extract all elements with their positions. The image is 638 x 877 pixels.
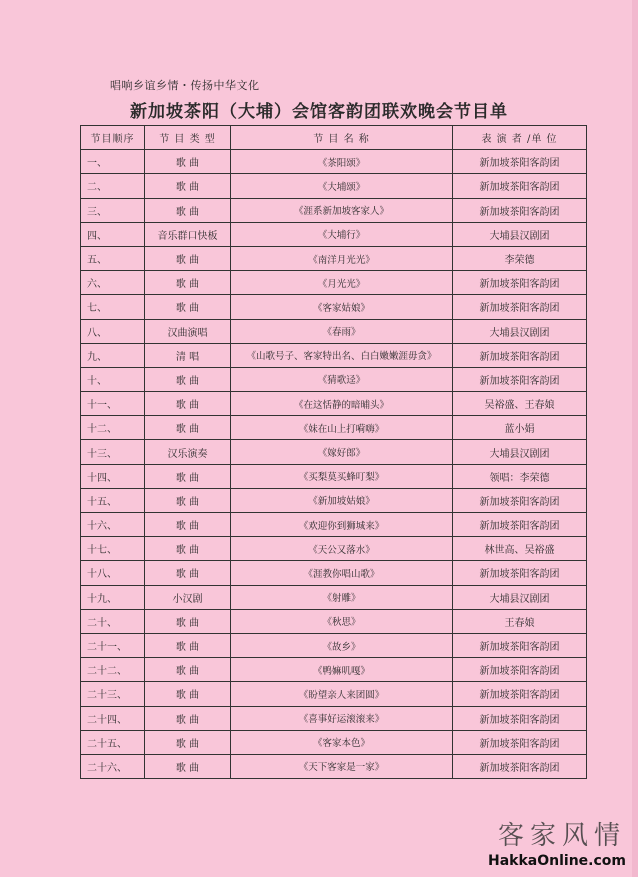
cell-order: 二十、 [81,609,145,633]
cell-order: 十七、 [81,537,145,561]
table-row [81,658,587,682]
cell-performer: 新加坡茶阳客韵团 [453,754,587,778]
cell-order: 二十六、 [81,754,145,778]
cell-order: 十八、 [81,561,145,585]
cell-name: 《涯系新加坡客家人》 [231,198,453,222]
cell-name: 《客家本色》 [231,730,453,754]
cell-performer: 新加坡茶阳客韵团 [453,271,587,295]
cell-performer: 新加坡茶阳客韵团 [453,174,587,198]
cell-performer: 新加坡茶阳客韵团 [453,198,587,222]
cell-type: 歌 曲 [145,561,231,585]
cell-type: 歌 曲 [145,271,231,295]
cell-name: 《盼望亲人来团圆》 [231,682,453,706]
table-row [81,609,587,633]
paper-edge [632,0,638,877]
table-header-row [81,126,587,150]
table-row [81,198,587,222]
cell-order: 三、 [81,198,145,222]
cell-performer: 新加坡茶阳客韵团 [453,730,587,754]
table-row [81,537,587,561]
cell-type: 汉乐演奏 [145,440,231,464]
cell-performer: 吴裕盛、王春娘 [453,392,587,416]
cell-type: 歌 曲 [145,198,231,222]
cell-order: 十五、 [81,488,145,512]
table-row [81,730,587,754]
table-row [81,416,587,440]
cell-performer: 蓝小娟 [453,416,587,440]
cell-order: 十一、 [81,392,145,416]
cell-type: 歌 曲 [145,730,231,754]
cell-performer: 新加坡茶阳客韵团 [453,488,587,512]
cell-performer: 大埔县汉剧团 [453,319,587,343]
cell-type: 歌 曲 [145,513,231,537]
cell-order: 七、 [81,295,145,319]
table-row [81,682,587,706]
page-title: 新加坡茶阳（大埔）会馆客韵团联欢晚会节目单 [130,102,508,122]
cell-type: 歌 曲 [145,537,231,561]
cell-performer: 大埔县汉剧团 [453,585,587,609]
cell-name: 《天公又落水》 [231,537,453,561]
watermark-calligraphy: 客家风情 [497,821,626,851]
cell-type: 汉曲演唱 [145,319,231,343]
table-row [81,392,587,416]
cell-order: 十六、 [81,513,145,537]
cell-name: 《妹在山上打嗬嗨》 [231,416,453,440]
program-table [80,125,587,779]
table-row [81,633,587,657]
cell-performer: 新加坡茶阳客韵团 [453,343,587,367]
cell-type: 歌 曲 [145,416,231,440]
table-row [81,343,587,367]
cell-order: 二十四、 [81,706,145,730]
cell-name: 《买梨莫买蜂叮梨》 [231,464,453,488]
header-name: 节 目 名 称 [231,126,453,150]
cell-name: 《大埔行》 [231,222,453,246]
cell-type: 歌 曲 [145,392,231,416]
cell-type: 歌 曲 [145,682,231,706]
cell-type: 歌 曲 [145,609,231,633]
cell-type: 歌 曲 [145,658,231,682]
table-row [81,319,587,343]
cell-type: 歌 曲 [145,633,231,657]
cell-name: 《南洋月光光》 [231,246,453,270]
cell-performer: 李荣德 [453,246,587,270]
cell-name: 《鸭嫲叽嘎》 [231,658,453,682]
table-row [81,585,587,609]
cell-name: 《在这恬静的暗晡头》 [231,392,453,416]
cell-performer: 新加坡茶阳客韵团 [453,150,587,174]
cell-order: 二十三、 [81,682,145,706]
cell-performer: 新加坡茶阳客韵团 [453,682,587,706]
cell-type: 歌 曲 [145,367,231,391]
cell-type: 歌 曲 [145,246,231,270]
table-row [81,246,587,270]
cell-order: 十四、 [81,464,145,488]
cell-name: 《大埔颂》 [231,174,453,198]
cell-type: 歌 曲 [145,150,231,174]
cell-order: 五、 [81,246,145,270]
cell-name: 《喜事好运滚滚来》 [231,706,453,730]
cell-order: 十九、 [81,585,145,609]
cell-performer: 领唱：李荣德 [453,464,587,488]
cell-type: 音乐群口快板 [145,222,231,246]
cell-performer: 新加坡茶阳客韵团 [453,561,587,585]
header-order: 节目顺序 [81,126,145,150]
header-type: 节 目 类 型 [145,126,231,150]
cell-order: 十三、 [81,440,145,464]
cell-name: 《欢迎你到狮城来》 [231,513,453,537]
cell-order: 十二、 [81,416,145,440]
table-row [81,150,587,174]
cell-type: 歌 曲 [145,174,231,198]
table-row [81,440,587,464]
table-row [81,706,587,730]
cell-name: 《春雨》 [231,319,453,343]
cell-performer: 新加坡茶阳客韵团 [453,633,587,657]
cell-type: 歌 曲 [145,464,231,488]
watermark-url: HakkaOnline.com [488,853,626,869]
cell-name: 《涯教你唱山歌》 [231,561,453,585]
cell-performer: 新加坡茶阳客韵团 [453,706,587,730]
cell-type: 歌 曲 [145,488,231,512]
cell-performer: 新加坡茶阳客韵团 [453,513,587,537]
cell-order: 一、 [81,150,145,174]
cell-order: 八、 [81,319,145,343]
cell-name: 《天下客家是一家》 [231,754,453,778]
table-row [81,295,587,319]
table-row [81,222,587,246]
cell-name: 《猜歌迳》 [231,367,453,391]
cell-performer: 王春娘 [453,609,587,633]
slogan: 唱响乡谊乡情・传扬中华文化 [110,79,260,92]
cell-type: 歌 曲 [145,754,231,778]
cell-performer: 新加坡茶阳客韵团 [453,658,587,682]
cell-performer: 新加坡茶阳客韵团 [453,367,587,391]
cell-performer: 大埔县汉剧团 [453,440,587,464]
cell-order: 十、 [81,367,145,391]
cell-order: 二十二、 [81,658,145,682]
table-row [81,174,587,198]
cell-performer: 林世高、吴裕盛 [453,537,587,561]
table-row [81,367,587,391]
cell-order: 二十五、 [81,730,145,754]
table-row [81,513,587,537]
cell-name: 《月光光》 [231,271,453,295]
cell-name: 《新加坡姑娘》 [231,488,453,512]
cell-type: 歌 曲 [145,295,231,319]
cell-name: 《嫁好郎》 [231,440,453,464]
cell-performer: 大埔县汉剧团 [453,222,587,246]
cell-name: 《客家姑娘》 [231,295,453,319]
cell-type: 小汉剧 [145,585,231,609]
cell-name: 《射雕》 [231,585,453,609]
cell-name: 《故乡》 [231,633,453,657]
cell-type: 清 唱 [145,343,231,367]
table-row [81,488,587,512]
cell-name: 《秋思》 [231,609,453,633]
cell-order: 二十一、 [81,633,145,657]
cell-performer: 新加坡茶阳客韵团 [453,295,587,319]
cell-order: 四、 [81,222,145,246]
cell-name: 《山歌号子、客家特出名、白白嫩嫩涯毋贪》 [231,343,453,367]
cell-order: 六、 [81,271,145,295]
header-performer: 表 演 者 /单 位 [453,126,587,150]
table-row [81,754,587,778]
table-row [81,271,587,295]
table-row [81,561,587,585]
table-row [81,464,587,488]
cell-name: 《茶阳颂》 [231,150,453,174]
cell-order: 九、 [81,343,145,367]
cell-type: 歌 曲 [145,706,231,730]
cell-order: 二、 [81,174,145,198]
